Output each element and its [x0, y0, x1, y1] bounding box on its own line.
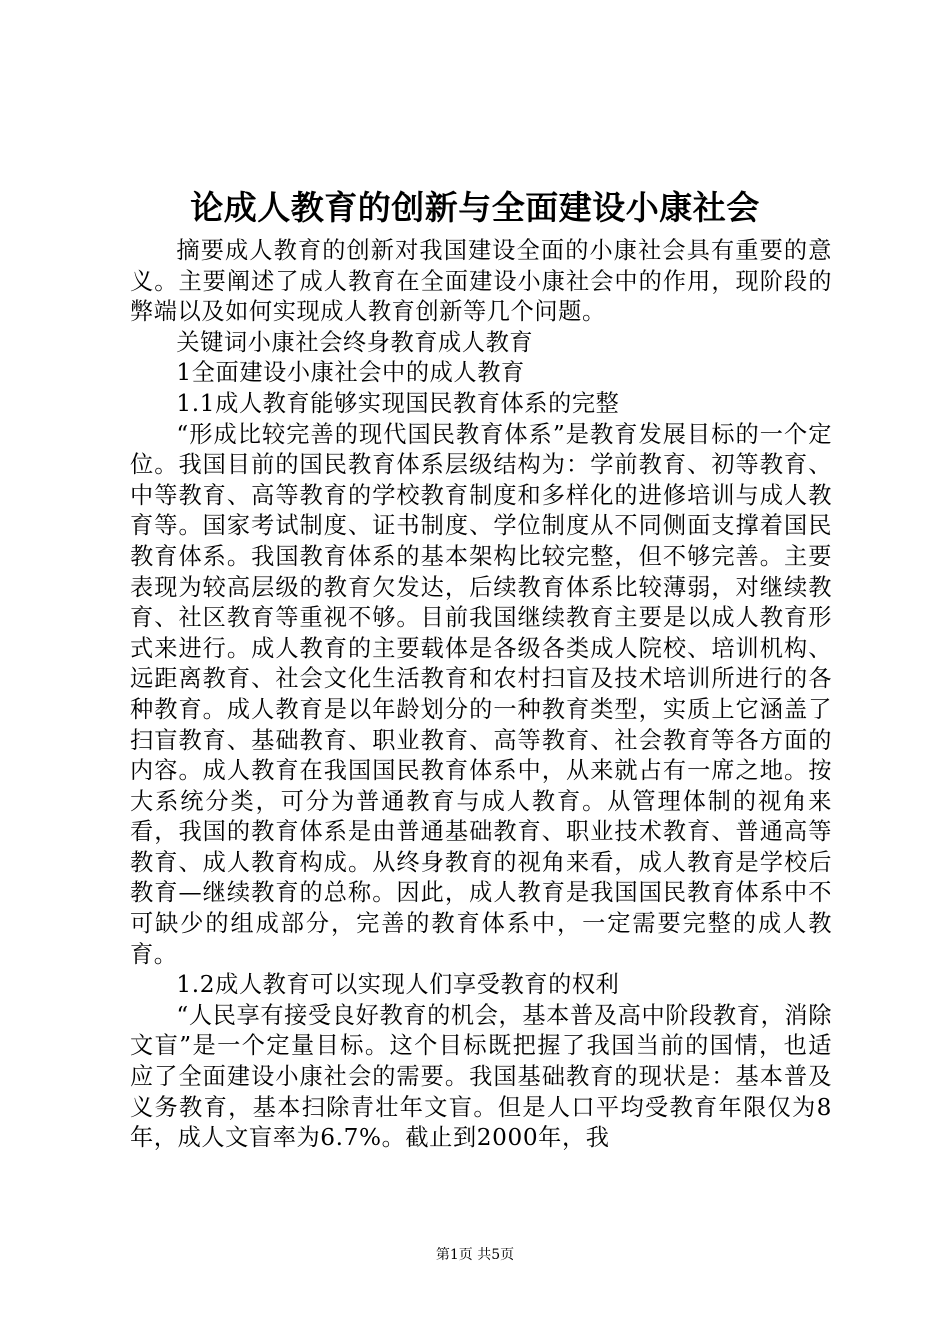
section-heading-1: 1全面建设小康社会中的成人教育 [176, 359, 525, 387]
document-body [130, 236, 832, 1154]
abstract-paragraph: 摘要成人教育的创新对我国建设全面的小康社会具有重要的意义。主要阐述了成人教育在全面建设小康社会中的作用，现阶段的弊端以及如何实现成人教育创新等几个问题。 [130, 237, 832, 326]
subsection-heading-1-1: 1.1成人教育能够实现国民教育体系的完整 [176, 389, 620, 417]
page-footer: 第1页 共5页 [435, 1247, 515, 1263]
body-paragraph: “人民享有接受良好教育的机会，基本普及高中阶段教育，消除文盲”是一个定量目标。这个目标既把握了我国当前的国情，也适应了全面建设小康社会的需要。我国基础教育的现状是：基本普及义务教育，基本扫除青壮年文盲。但是人口平均受教育年限仅为8年，成人文盲率为6.7%。截止到2000年，我 [130, 1001, 832, 1152]
keywords-paragraph: 关键词小康社会终身教育成人教育 [176, 328, 534, 356]
body-paragraph: “形成比较完善的现代国民教育体系”是教育发展目标的一个定位。我国目前的国民教育体系层级结构为：学前教育、初等教育、中等教育、高等教育的学校教育制度和多样化的进修培训与成人教育等。国家考试制度、证书制度、学位制度从不同侧面支撑着国民教育体系。我国教育体系的基本架构比较完整，但不够完善。主要表现为较高层级的教育欠发达，后续教育体系比较薄弱，对继续教育、社区教育等重视不够。目前我国继续教育主要是以成人教育形式来进行。成人教育的主要载体是各级各类成人院校、培训机构、远距离教育、社会文化生活教育和农村扫盲及技术培训所进行的各种教育。成人教育是以年龄划分的一种教育类型，实质上它涵盖了扫盲教育、基础教育、职业教育、高等教育、社会教育等各方面的内容。成人教育在我国国民教育体系中，从来就占有一席之地。按大系统分类，可分为普通教育与成人教育。从管理体制的视角来看，我国的教育体系是由普通基础教育、职业技术教育、普通高等教育、成人教育构成。从终身教育的视角来看，成人教育是学校后教育—继续教育的总称。因此，成人教育是我国国民教育体系中不可缺少的组成部分，完善的教育体系中，一定需要完整的成人教育。 [130, 420, 832, 968]
document-title: 论成人教育的创新与全面建设小康社会 [190, 188, 760, 227]
subsection-heading-1-2: 1.2成人教育可以实现人们享受教育的权利 [176, 971, 620, 999]
